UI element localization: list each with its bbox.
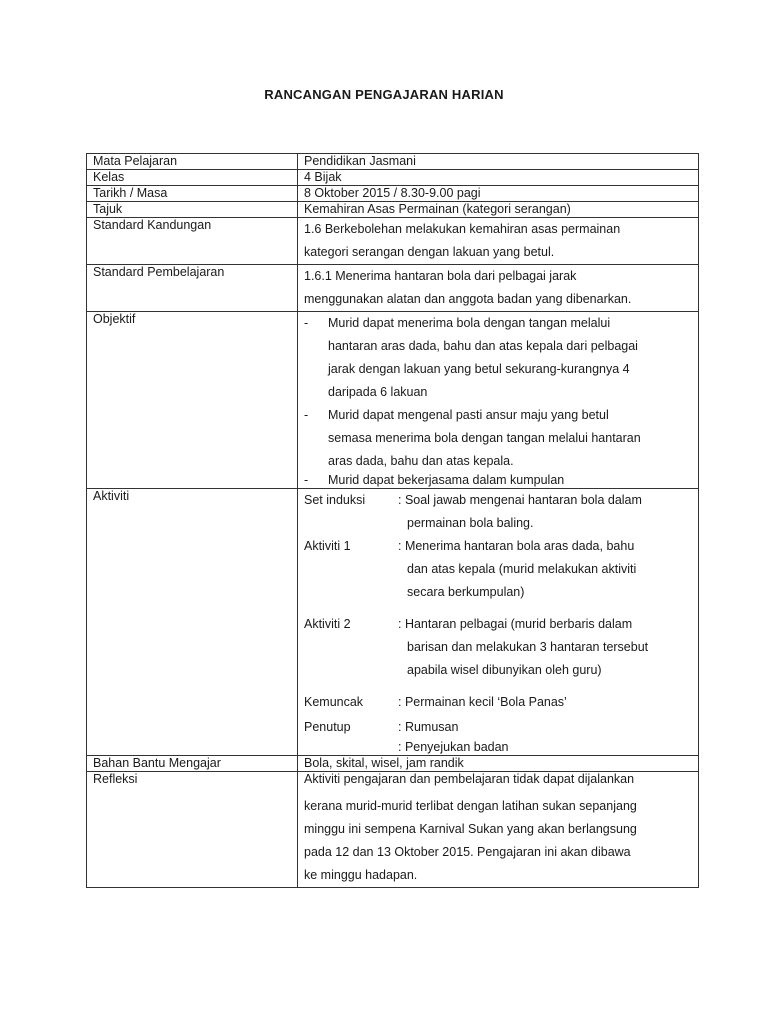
row-value	[298, 265, 699, 312]
text-line: semasa menerima bola dengan tangan melalui hantaran	[328, 431, 641, 445]
row-label: Standard Kandungan	[87, 218, 298, 265]
row-label: Bahan Bantu Mengajar	[87, 756, 298, 772]
row-label: Objektif	[87, 312, 298, 489]
text-line: : Soal jawab mengenai hantaran bola dalam	[398, 493, 642, 507]
text-line: menggunakan alatan dan anggota badan yang dibenarkan.	[304, 292, 632, 306]
activity-item	[304, 535, 692, 604]
activity-key: Penutup	[304, 720, 351, 734]
table-row	[87, 154, 699, 170]
text-line: : Menerima hantaran bola aras dada, bahu	[398, 539, 635, 553]
table-row	[87, 170, 699, 186]
page-title: RANCANGAN PENGAJARAN HARIAN	[264, 87, 504, 102]
text-line: aras dada, bahu dan atas kepala.	[328, 454, 514, 468]
list-item	[304, 473, 692, 488]
row-value: 8 Oktober 2015 / 8.30-9.00 pagi	[298, 186, 699, 202]
activity-desc	[398, 613, 692, 682]
activity-desc	[398, 691, 692, 714]
text-line: jarak dengan lakuan yang betul sekurang-kurangnya 4	[328, 362, 630, 376]
row-label: Tajuk	[87, 202, 298, 218]
list-item-text	[328, 404, 692, 473]
activity-desc	[398, 489, 692, 535]
row-label: Aktiviti	[87, 489, 298, 756]
row-value: Pendidikan Jasmani	[298, 154, 699, 170]
list-item-text	[328, 312, 692, 404]
table-row	[87, 265, 699, 312]
text-line: Murid dapat menerima bola dengan tangan melalui	[328, 316, 611, 330]
text-line: kerana murid-murid terlibat dengan latihan sukan sepanjang	[304, 799, 637, 813]
text-line: minggu ini sempena Karnival Sukan yang akan berlangsung	[304, 822, 637, 836]
table-row	[87, 312, 699, 489]
text-line: 1.6 Berkebolehan melakukan kemahiran asas permainan	[304, 222, 621, 236]
activity-item	[304, 716, 692, 755]
table-row	[87, 489, 699, 756]
list-item	[304, 312, 692, 404]
activity-key: Aktiviti 2	[304, 617, 351, 631]
row-value: Kemahiran Asas Permainan (kategori serangan)	[298, 202, 699, 218]
text-line: Aktiviti pengajaran dan pembelajaran tidak dapat dijalankan	[304, 772, 635, 786]
text-line: daripada 6 lakuan	[328, 385, 428, 399]
text-line: dan atas kepala (murid melakukan aktiviti	[407, 562, 637, 576]
table-row	[87, 202, 699, 218]
bullet-dash: -	[304, 408, 309, 422]
text-line: : Permainan kecil ‘Bola Panas’	[398, 695, 567, 709]
activity-key: Kemuncak	[304, 695, 364, 709]
table-row	[87, 772, 699, 888]
list-item-text	[328, 473, 692, 488]
activity-item	[304, 613, 692, 682]
activity-desc	[398, 535, 692, 604]
text-line: ke minggu hadapan.	[304, 868, 418, 882]
row-label: Mata Pelajaran	[87, 154, 298, 170]
text-line: 1.6.1 Menerima hantaran bola dari pelbagai jarak	[304, 269, 577, 283]
bullet-dash: -	[304, 316, 309, 330]
list-item	[304, 404, 692, 473]
table-row	[87, 756, 699, 772]
activity-item	[304, 489, 692, 535]
text-line: : Penyejukan badan	[398, 740, 509, 754]
text-line: kategori serangan dengan lakuan yang betul.	[304, 245, 555, 259]
row-value	[298, 218, 699, 265]
text-line: : Hantaran pelbagai (murid berbaris dalam	[398, 617, 633, 631]
row-value: 4 Bijak	[298, 170, 699, 186]
activity-key: Set induksi	[304, 493, 366, 507]
text-line: permainan bola baling.	[407, 516, 534, 530]
text-line: pada 12 dan 13 Oktober 2015. Pengajaran ini akan dibawa	[304, 845, 631, 859]
objektif-list	[298, 312, 699, 489]
lesson-plan-table	[86, 153, 699, 888]
text-line: secara berkumpulan)	[407, 585, 525, 599]
row-label: Refleksi	[87, 772, 298, 888]
activity-desc	[398, 716, 692, 755]
table-row	[87, 186, 699, 202]
row-value: Bola, skital, wisel, jam randik	[298, 756, 699, 772]
text-line: barisan dan melakukan 3 hantaran tersebut	[407, 640, 649, 654]
activity-key: Aktiviti 1	[304, 539, 351, 553]
text-line: Murid dapat mengenal pasti ansur maju yang betul	[328, 408, 609, 422]
activity-item	[304, 691, 692, 714]
row-value	[298, 772, 699, 888]
bullet-dash: -	[304, 473, 309, 487]
text-line: : Rumusan	[398, 720, 459, 734]
text-line: apabila wisel dibunyikan oleh guru)	[407, 663, 602, 677]
row-label: Kelas	[87, 170, 298, 186]
aktiviti-list	[298, 489, 699, 756]
text-line: Murid dapat bekerjasama dalam kumpulan	[328, 473, 565, 487]
text-line: hantaran aras dada, bahu dan atas kepala dari pelbagai	[328, 339, 638, 353]
table-row	[87, 218, 699, 265]
row-label: Standard Pembelajaran	[87, 265, 298, 312]
row-label: Tarikh / Masa	[87, 186, 298, 202]
